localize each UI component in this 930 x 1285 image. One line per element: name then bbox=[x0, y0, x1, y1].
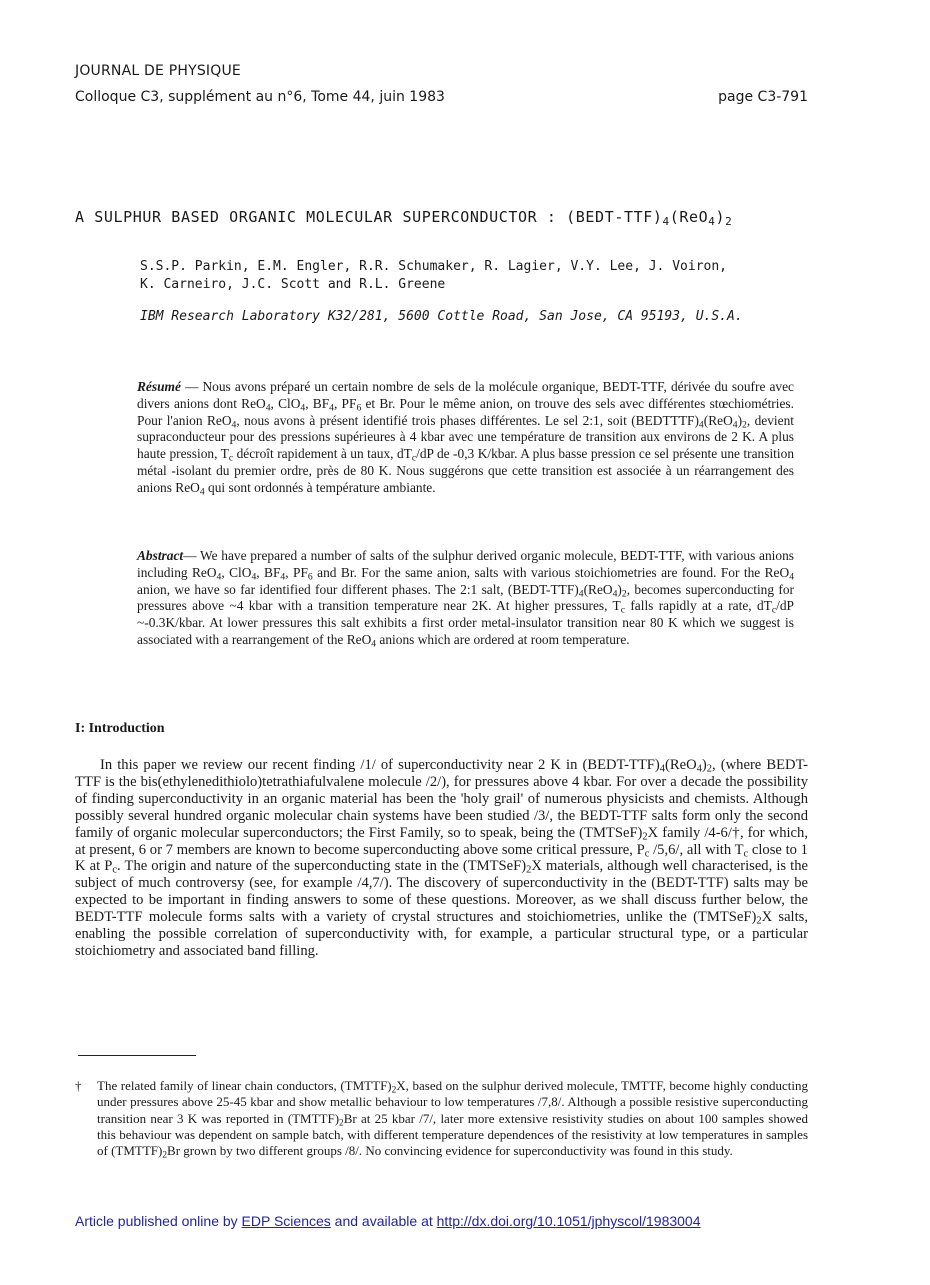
resume-label: Résumé bbox=[137, 379, 181, 394]
publication-notice: Article published online by EDP Sciences and available at http://dx.doi.org/10.1051/jphyscol/1983004 bbox=[75, 1213, 701, 1229]
footnote-mark: † bbox=[75, 1078, 82, 1093]
author-line: K. Carneiro, J.C. Scott and R.L. Greene bbox=[140, 277, 446, 292]
affiliation: IBM Research Laboratory K32/281, 5600 Cottle Road, San Jose, CA 95193, U.S.A. bbox=[140, 309, 743, 324]
abstract-label: Abstract bbox=[137, 548, 184, 563]
page-number: page C3-791 bbox=[718, 89, 808, 105]
doi-link[interactable]: http://dx.doi.org/10.1051/jphyscol/1983004 bbox=[436, 1213, 701, 1229]
section-heading: I: Introduction bbox=[75, 721, 165, 736]
resume-paragraph: Résumé — Nous avons préparé un certain nombre de sels de la molécule organique, BEDT-TTF, dérivée du soufre avec divers anions dont ReO$_4$, ClO$_4$, $BF_4$, $PF_6$ et Br. Pour le même anion, on trouve des sels avec différentes stœchiométries. Pour l'anion ReO$_4$, nous avons à présent identifié trois phases différentes. Le sel 2:1, soit $(BEDTTTF)_4(ReO_4)_2$, devient supraconducteur pour des pressions supérieures à 4 kbar avec une température de transition aux environs de 2 K. A plus haute pression, $T_c$ décroît rapidement à un taux, $dT_c/dP$ de -0,3 K/kbar. A plus basse pression ce sel présente une transition métal -isolant du premier ordre, près de 80 K. Nous suggérons que cette transition est associée à un réarrangement des anions ReO$_4$ qui sont ordonnés à température ambiante. bbox=[137, 379, 795, 498]
footnote-text: The related family of linear chain conductors, $(TMTTF)_2X$, based on the sulphur derived molecule, TMTTF, become highly conducting under pressures above 25-45 kbar and show metallic behaviour to low temperatures /7,8/. Although a possible resistive superconducting transition near 3 K was reported in $(TMTTF)_2Br$ at 25 kbar /7/, later more extensive resistivity studies on about 100 samples showed this behaviour was dependent on sample batch, with different temperature dependences of the resistivity at low temperatures in samples of $(TMTTF)_2Br$ grown by two different groups /8/. No convincing evidence for superconductivity was found in this study. bbox=[97, 1078, 808, 1161]
issue-info: Colloque C3, supplément au n°6, Tome 44, juin 1983 bbox=[75, 89, 445, 105]
paper-title: A SULPHUR BASED ORGANIC MOLECULAR SUPERCONDUCTOR : $(BEDT-TTF)_4(ReO_4)_2$ bbox=[75, 208, 733, 228]
introduction-paragraph: In this paper we review our recent finding /1/ of superconductivity near 2 K in $(BEDT-TTF)_4(ReO_4)_2$, (where BEDT-TTF is the bis(ethylenedithiolo)tetrathiafulvalene molecule /2/), for pressures above 4 kbar. For over a decade the possibility of finding superconductivity in an organic material has been the 'holy grail' of numerous physicists and chemists. Although possibly several hundred organic molecular chain systems have been studied /3/, the BEDT-TTF salts form only the second family of organic molecular superconductors; the First Family, so to speak, being the $(TMTSeF)_2X$ family /4-6/†, for which, at present, 6 or 7 members are known to become superconducting above some critical pressure, $P_c$ /5,6/, all with $T_c$ close to 1 K at $P_c$. The origin and nature of the superconducting state in the $(TMTSeF)_2X$ materials, although well characterised, is the subject of much controversy (see, for example /4,7/). The discovery of superconductivity in the (BEDT-TTF) salts may be expected to be important in finding answers to some of these questions. Moreover, as we shall discuss further below, the BEDT-TTF molecule forms salts with a variety of crystal structures and stoichiometries, unlike the $(TMTSeF)_2X$ salts, enabling the possible correlation of superconductivity with, for example, a particular structural type, or a particular stoichiometry and associated band filling. bbox=[75, 757, 809, 959]
footnote-divider bbox=[78, 1055, 196, 1056]
abstract-paragraph: Abstract— We have prepared a number of salts of the sulphur derived organic molecule, BEDT-TTF, with various anions including ReO$_4$, ClO$_4$, $BF_4$, $PF_6$ and Br. For the same anion, salts with various stoichiometries are found. For the ReO$_4$ anion, we have so far identified four different phases. The 2:1 salt, $(BEDT-TTF)_4(ReO_4)_2$, becomes superconducting for pressures above ~4 kbar with a transition temperature near 2K. At higher pressures, $T_c$ falls rapidly at a rate, $dT_c/dP$ ~-0.3K/kbar. At lower pressures this salt exhibits a first order metal-insulator transition near 80 K which we suggest is associated with a rearrangement of the ReO$_4$ anions which are ordered at room temperature. bbox=[137, 548, 795, 650]
author-list bbox=[140, 258, 727, 294]
journal-name: JOURNAL DE PHYSIQUE bbox=[75, 63, 241, 79]
footnote bbox=[75, 1078, 808, 1159]
edp-sciences-link[interactable]: EDP Sciences bbox=[241, 1213, 331, 1229]
author-line: S.S.P. Parkin, E.M. Engler, R.R. Schumaker, R. Lagier, V.Y. Lee, J. Voiron, bbox=[140, 259, 727, 274]
